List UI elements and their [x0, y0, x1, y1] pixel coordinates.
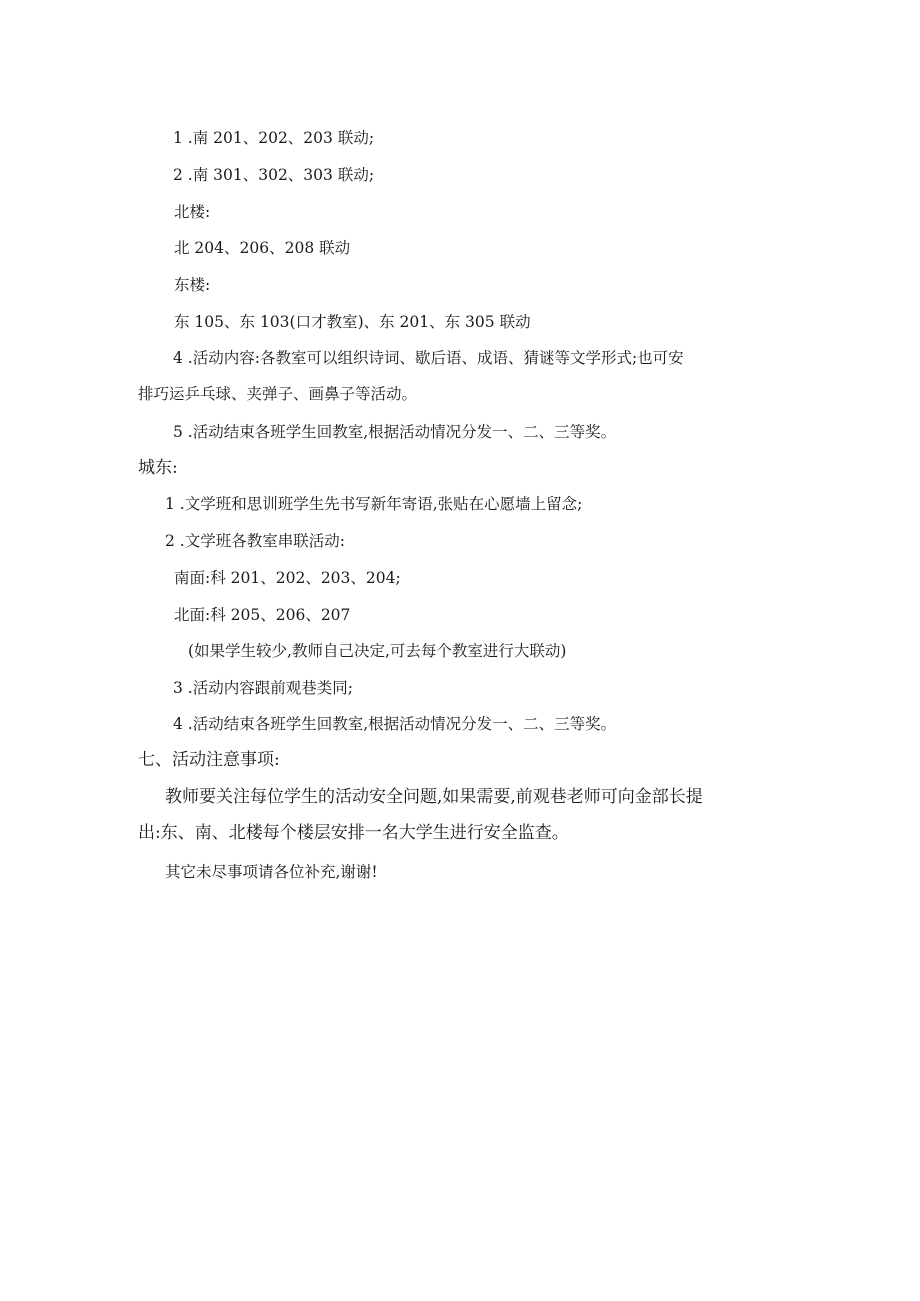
- chengdong-item-2: 2 .文学班各教室串联活动:: [165, 532, 345, 550]
- north-building-heading: 北楼:: [174, 203, 211, 221]
- chengdong-item-4: 4 .活动结束各班学生回教室,根据活动情况分发一、二、三等奖。: [173, 715, 617, 733]
- closing-remark: 其它未尽事项请各位补充,谢谢!: [165, 863, 378, 881]
- activity-end-item: 5 .活动结束各班学生回教室,根据活动情况分发一、二、三等奖。: [173, 423, 617, 441]
- east-building-heading: 东楼:: [174, 276, 211, 294]
- chengdong-heading: 城东:: [138, 458, 178, 478]
- east-building-item: 东 105、东 103(口才教室)、东 201、东 305 联动: [174, 313, 531, 331]
- notes-heading: 七、活动注意事项:: [138, 750, 280, 770]
- chengdong-south-side: 南面:科 201、202、203、204;: [174, 569, 401, 587]
- chengdong-north-side: 北面:科 205、206、207: [174, 606, 351, 624]
- activity-content-line-2: 排巧运乒乓球、夹弹子、画鼻子等活动。: [138, 385, 418, 403]
- notes-paragraph-line-2: 出:东、南、北楼每个楼层安排一名大学生进行安全监查。: [138, 823, 569, 843]
- south-item-2: 2 .南 301、302、303 联动;: [173, 166, 375, 184]
- north-building-item: 北 204、206、208 联动: [174, 239, 351, 257]
- chengdong-item-1: 1 .文学班和思训班学生先书写新年寄语,张贴在心愿墙上留念;: [165, 495, 583, 513]
- chengdong-item-3: 3 .活动内容跟前观巷类同;: [173, 679, 353, 697]
- chengdong-note: (如果学生较少,教师自己决定,可去每个教室进行大联动): [188, 642, 567, 660]
- notes-paragraph-line-1: 教师要关注每位学生的活动安全问题,如果需要,前观巷老师可向金部长提: [165, 787, 703, 807]
- activity-content-line-1: 4 .活动内容:各教室可以组织诗词、歇后语、成语、猜谜等文学形式;也可安: [173, 349, 684, 367]
- south-item-1: 1 .南 201、202、203 联动;: [173, 129, 375, 147]
